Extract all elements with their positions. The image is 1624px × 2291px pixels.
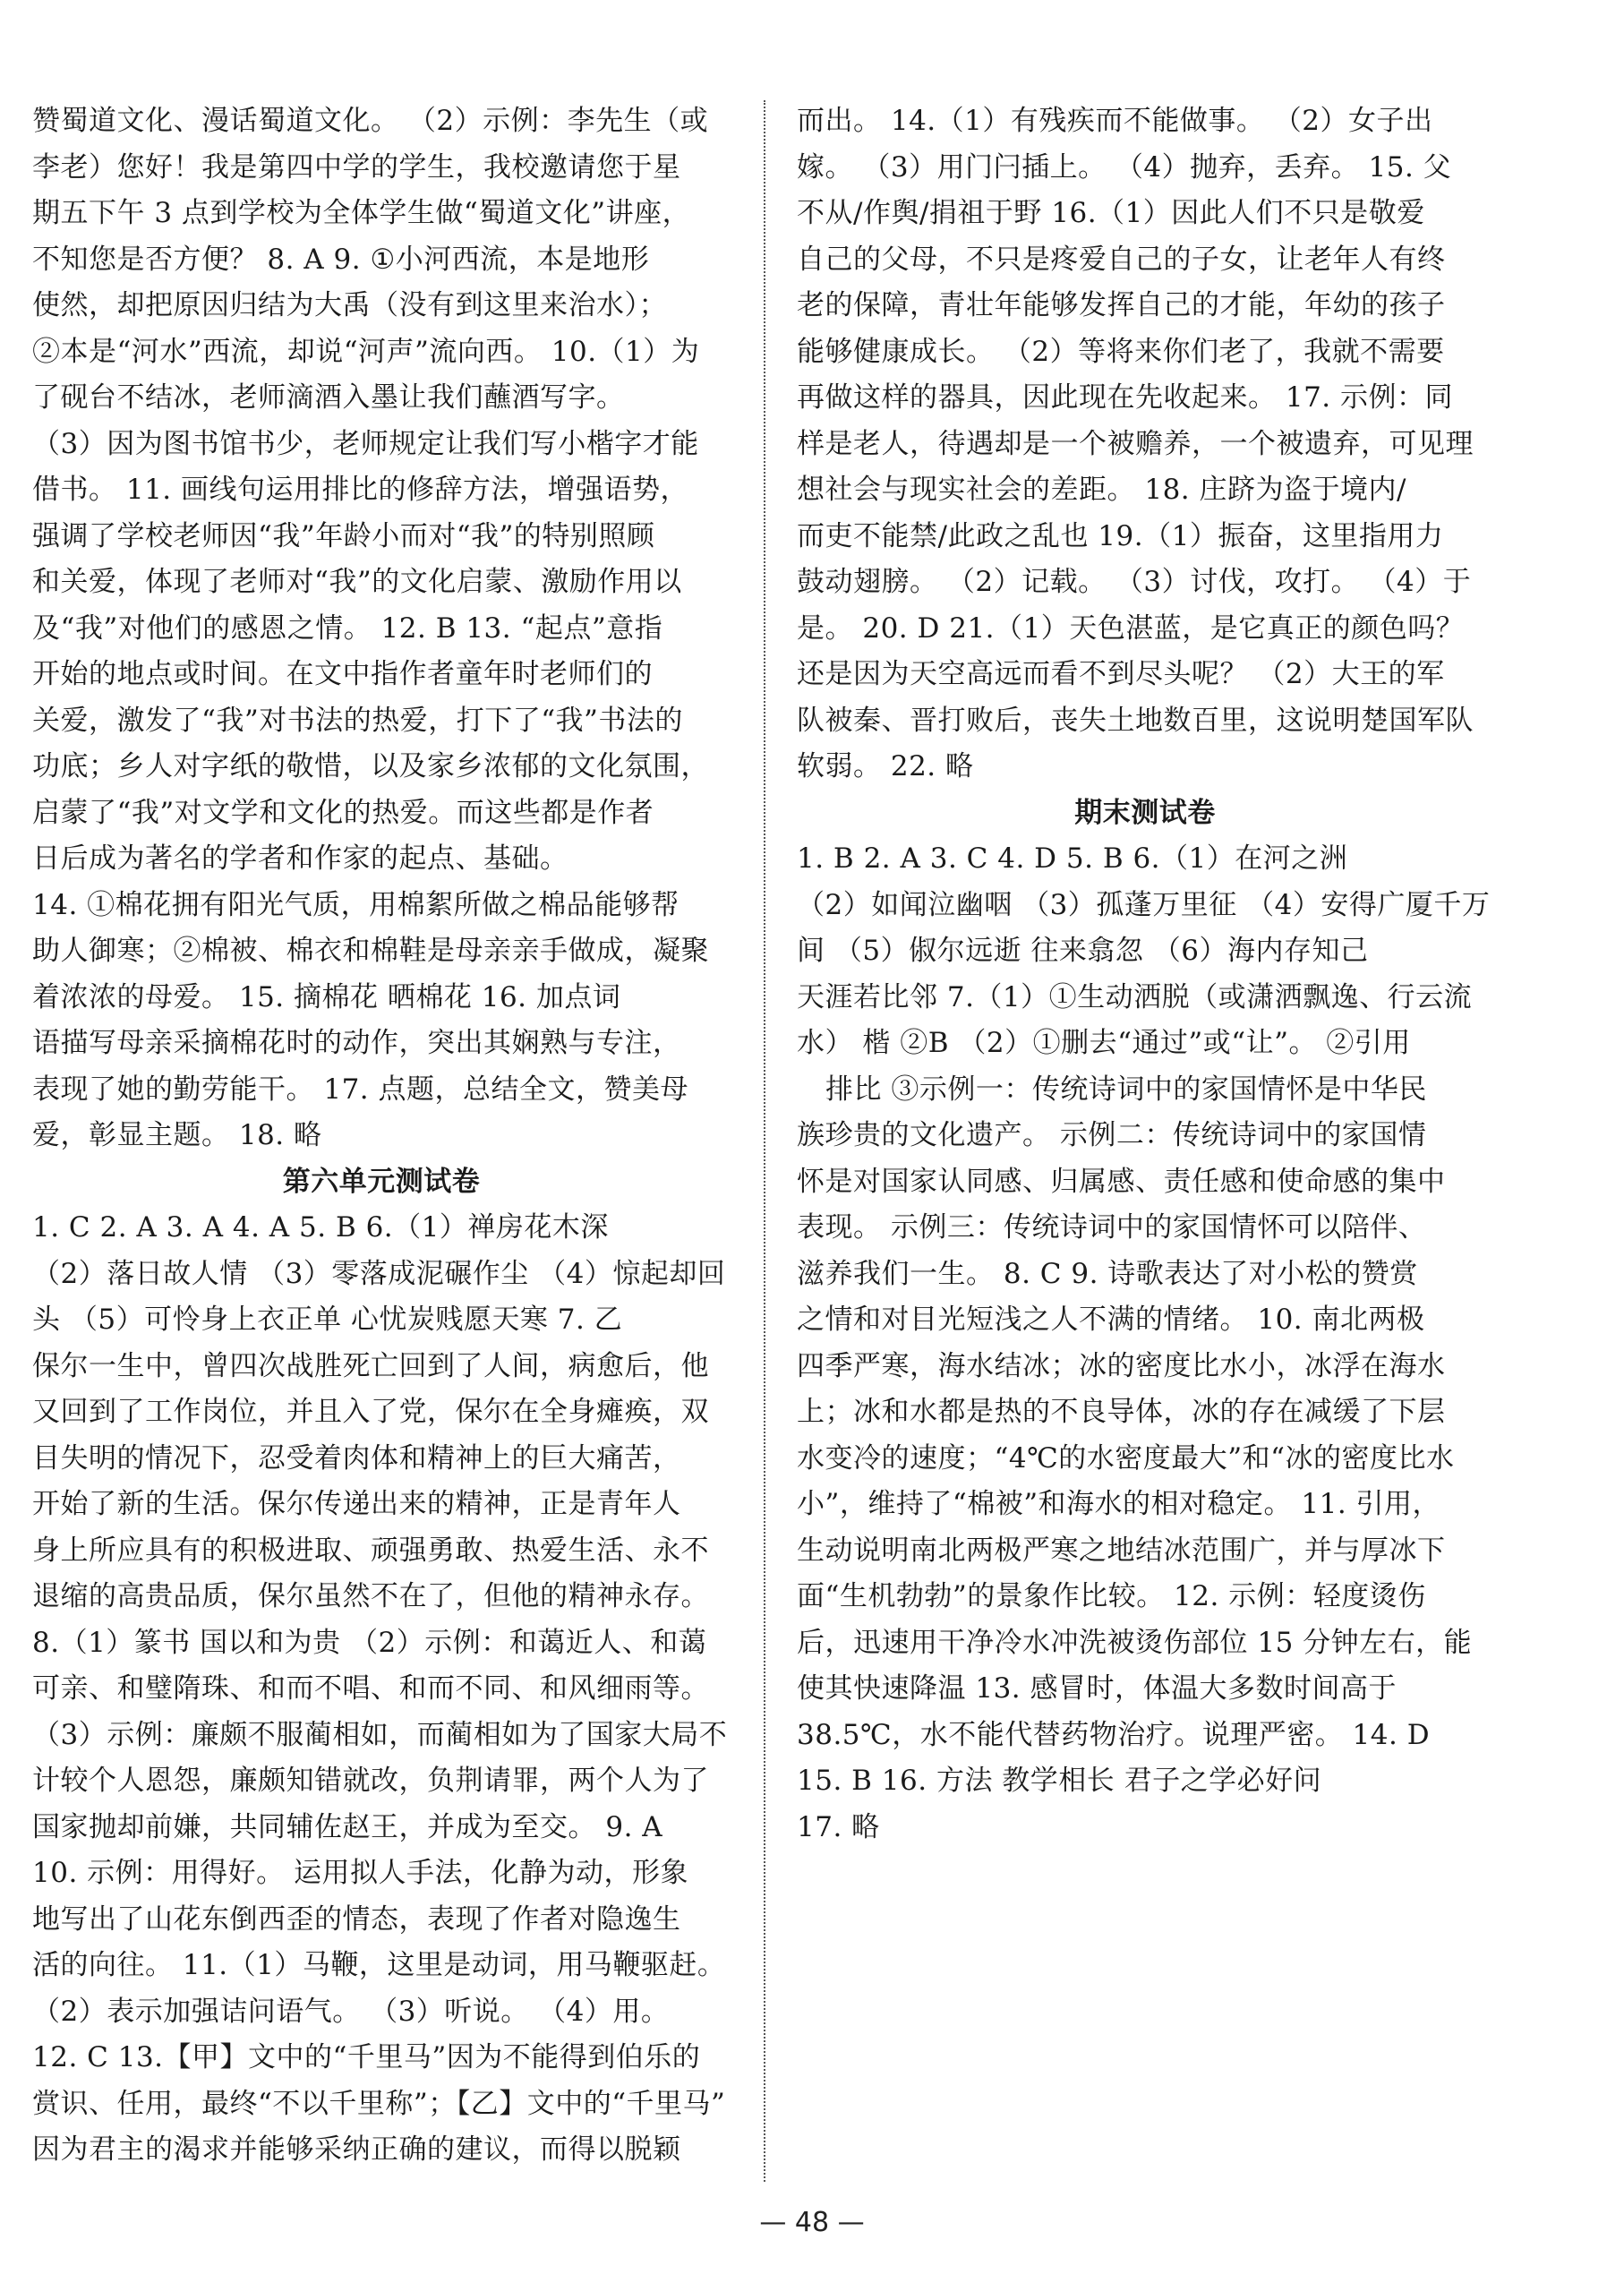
text-line: 表现了她的勤劳能干。 17. 点题，总结全文，赞美母 xyxy=(32,1073,689,1106)
right-column xyxy=(797,98,1493,1851)
text-line: 样是老人，待遇却是一个被赡养，一个被遗弃，可见理 xyxy=(797,427,1474,460)
text-line: 不从/作舆/捐祖于野 16.（1）因此人们不只是敬爱 xyxy=(797,197,1425,229)
text-line: 14. ①棉花拥有阳光气质，用棉絮所做之棉品能够帮 xyxy=(32,888,680,921)
text-line: 族珍贵的文化遗产。 示例二：传统诗词中的家国情 xyxy=(797,1119,1427,1151)
text-line: 启蒙了“我”对文学和文化的热爱。而这些都是作者 xyxy=(32,796,654,829)
text-line: 是。 20. D 21.（1）天色湛蓝，是它真正的颜色吗？ xyxy=(797,611,1465,645)
text-line: 及“我”对他们的感恩之情。 12. B 13. “起点”意指 xyxy=(32,611,663,645)
text-line: 李老）您好！我是第四中学的学生，我校邀请您于星 xyxy=(32,150,681,184)
text-line: 而吏不能禁/此政之乱也 19.（1）振奋，这里指用力 xyxy=(797,519,1444,552)
text-line: 怀是对国家认同感、归属感、责任感和使命感的集中 xyxy=(797,1165,1446,1198)
left-column xyxy=(32,98,731,2174)
text-line: 四季严寒，海水结冰；冰的密度比水小，冰浮在海水 xyxy=(797,1349,1446,1382)
text-line: （2）表示加强诘问语气。 （3）听说。 （4）用。 xyxy=(32,1995,670,2028)
text-line: 计较个人恩怨，廉颇知错就改，负荆请罪，两个人为了 xyxy=(32,1765,709,1797)
text-line: 滋养我们一生。 8. C 9. 诗歌表达了对小松的赞赏 xyxy=(797,1257,1418,1290)
text-line: 15. B 16. 方法 教学相长 君子之学必好问 xyxy=(797,1765,1322,1797)
right-block-a xyxy=(797,98,1493,791)
text-line: 退缩的高贵品质，保尔虽然不在了，但他的精神永存。 xyxy=(32,1580,709,1612)
text-line: 头 （5）可怜身上衣正单 心忧炭贱愿天寒 7. 乙 xyxy=(32,1304,623,1336)
text-line: 后，迅速用干净冷水冲洗被烫伤部位 15 分钟左右，能 xyxy=(797,1626,1473,1659)
text-line: （2）落日故人情 （3）零落成泥碾作尘 （4）惊起却回 xyxy=(32,1257,726,1290)
section-heading-unit-six-test: 第六单元测试卷 xyxy=(282,1165,481,1198)
text-line: 了砚台不结冰，老师滴酒入墨让我们蘸酒写字。 xyxy=(32,381,625,414)
text-line: 目失明的情况下，忍受着肉体和精神上的巨大痛苦， xyxy=(32,1441,681,1475)
text-line: 关爱，激发了“我”对书法的热爱，打下了“我”书法的 xyxy=(32,704,683,737)
text-line: 生动说明南北两极严寒之地结冰范围广，并与厚冰下 xyxy=(797,1534,1446,1567)
text-line: 开始的地点或时间。在文中指作者童年时老师们的 xyxy=(32,658,653,690)
text-line: ②本是“河水”西流，却说“河声”流向西。 10.（1）为 xyxy=(32,335,700,368)
text-line: 不知您是否方便？ 8. A 9. ①小河西流，本是地形 xyxy=(32,243,650,276)
text-line: 而出。 14.（1）有残疾而不能做事。 （2）女子出 xyxy=(797,105,1433,137)
left-block-a xyxy=(32,98,731,1159)
text-line: （3）示例：廉颇不服蔺相如，而蔺相如为了国家大局不 xyxy=(32,1718,728,1751)
text-line: 1. C 2. A 3. A 4. A 5. B 6.（1）禅房花木深 xyxy=(32,1211,609,1244)
text-line: 使其快速降温 13. 感冒时，体温大多数时间高于 xyxy=(797,1672,1397,1705)
text-line: 国家抛却前嫌，共同辅佐赵王，并成为至交。 9. A xyxy=(32,1810,663,1843)
text-line: 赏识、任用，最终“不以千里称”；【乙】文中的“千里马” xyxy=(32,2087,726,2120)
text-line: 身上所应具有的积极进取、顽强勇敢、热爱生活、永不 xyxy=(32,1534,709,1567)
text-line: 天涯若比邻 7.（1）①生动洒脱（或潇洒飘逸、行云流 xyxy=(797,980,1473,1013)
text-line: 想社会与现实社会的差距。 18. 庄跻为盗于境内/ xyxy=(797,474,1406,506)
left-block-b xyxy=(32,1205,731,2174)
text-line: 1. B 2. A 3. C 4. D 5. B 6.（1）在河之洲 xyxy=(797,842,1348,875)
text-line: 排比 ③示例一：传统诗词中的家国情怀是中华民 xyxy=(825,1073,1427,1106)
text-line: 功底；乡人对字纸的敬惜，以及家乡浓郁的文化氛围， xyxy=(32,750,709,782)
text-line: 赞蜀道文化、漫话蜀道文化。 （2）示例：李先生（或 xyxy=(32,105,709,137)
text-line: 可亲、和璧隋珠、和而不唱、和而不同、和风细雨等。 xyxy=(32,1672,709,1705)
text-line: 因为君主的渴求并能够采纳正确的建议，而得以脱颖 xyxy=(32,2133,681,2166)
column-divider xyxy=(764,100,765,2182)
text-line: 38.5℃，水不能代替药物治疗。说理严密。 14. D xyxy=(797,1718,1431,1751)
right-block-b xyxy=(797,836,1493,1851)
text-line: 使然，却把原因归结为大禹（没有到这里来治水）； xyxy=(32,289,667,321)
text-line: 鼓动翅膀。 （2）记载。 （3）讨伐，攻打。 （4）于 xyxy=(797,566,1472,598)
text-line: 借书。 11. 画线句运用排比的修辞方法，增强语势， xyxy=(32,474,689,506)
text-line: 12. C 13.【甲】文中的“千里马”因为不能得到伯乐的 xyxy=(32,2041,701,2073)
text-line: 和关爱，体现了老师对“我”的文化启蒙、激励作用以 xyxy=(32,566,682,598)
text-line: 爱，彰显主题。 18. 略 xyxy=(32,1119,322,1151)
text-line: 老的保障，青壮年能够发挥自己的才能，年幼的孩子 xyxy=(797,289,1446,321)
text-line: 期五下午 3 点到学校为全体学生做“蜀道文化”讲座， xyxy=(32,197,691,229)
text-line: 8.（1）篆书 国以和为贵 （2）示例：和蔼近人、和蔼 xyxy=(32,1626,707,1659)
text-line: 10. 示例：用得好。 运用拟人手法，化静为动，形象 xyxy=(32,1857,689,1889)
text-line: （2）如闻泣幽咽 （3）孤蓬万里征 （4）安得广厦千万 xyxy=(797,888,1491,921)
text-line: 助人御寒；②棉被、棉衣和棉鞋是母亲亲手做成，凝聚 xyxy=(32,935,709,967)
text-line: 自己的父母，不只是疼爱自己的子女，让老年人有终 xyxy=(797,243,1446,276)
text-line: 活的向往。 11.（1）马鞭，这里是动词，用马鞭驱赶。 xyxy=(32,1949,726,1981)
text-line: 小”，维持了“棉被”和海水的相对稳定。 11. 引用， xyxy=(797,1488,1441,1520)
text-line: 日后成为著名的学者和作家的起点、基础。 xyxy=(32,842,568,875)
text-line: 再做这样的器具，因此现在先收起来。 17. 示例：同 xyxy=(797,381,1454,414)
text-line: 开始了新的生活。保尔传递出来的精神，正是青年人 xyxy=(32,1488,681,1520)
text-line: 保尔一生中，曾四次战胜死亡回到了人间，病愈后，他 xyxy=(32,1349,709,1382)
text-line: 又回到了工作岗位，并且入了党，保尔在全身瘫痪，双 xyxy=(32,1396,709,1428)
text-line: 之情和对目光短浅之人不满的情绪。 10. 南北两极 xyxy=(797,1304,1425,1336)
text-line: 语描写母亲采摘棉花时的动作，突出其娴熟与专注， xyxy=(32,1027,681,1059)
text-line: 强调了学校老师因“我”年龄小而对“我”的特别照顾 xyxy=(32,519,655,552)
text-line: 水变冷的速度；“4℃的水密度最大”和“冰的密度比水 xyxy=(797,1441,1455,1475)
text-line: 软弱。 22. 略 xyxy=(797,750,974,782)
text-line: 能够健康成长。 （2）等将来你们老了，我就不需要 xyxy=(797,335,1445,368)
text-line: 间 （5）俶尔远逝 往来翕忽 （6）海内存知己 xyxy=(797,935,1369,967)
text-line: 表现。 示例三：传统诗词中的家国情怀可以陪伴、 xyxy=(797,1211,1427,1244)
text-line: 着浓浓的母爱。 15. 摘棉花 晒棉花 16. 加点词 xyxy=(32,980,621,1013)
text-line: 地写出了山花东倒西歪的情态，表现了作者对隐逸生 xyxy=(32,1902,681,1936)
text-line: 面“生机勃勃”的景象作比较。 12. 示例：轻度烫伤 xyxy=(797,1580,1426,1612)
text-line: （3）因为图书馆书少，老师规定让我们写小楷字才能 xyxy=(32,427,699,460)
text-line: 队被秦、晋打败后，丧失土地数百里，这说明楚国军队 xyxy=(797,704,1474,737)
text-line: 水） 楷 ②B （2）①删去“通过”或“让”。 ②引用 xyxy=(797,1027,1411,1059)
text-line: 上；冰和水都是热的不良导体，冰的存在减缓了下层 xyxy=(797,1396,1446,1428)
text-line: 嫁。 （3）用门闩插上。 （4）抛弃，丢弃。 15. 父 xyxy=(797,150,1452,184)
section-heading-final-test: 期末测试卷 xyxy=(1074,796,1216,829)
page-number: — 48 — xyxy=(759,2207,865,2238)
text-line: 17. 略 xyxy=(797,1810,880,1843)
text-line: 还是因为天空高远而看不到尽头呢？ （2）大王的军 xyxy=(797,658,1445,690)
